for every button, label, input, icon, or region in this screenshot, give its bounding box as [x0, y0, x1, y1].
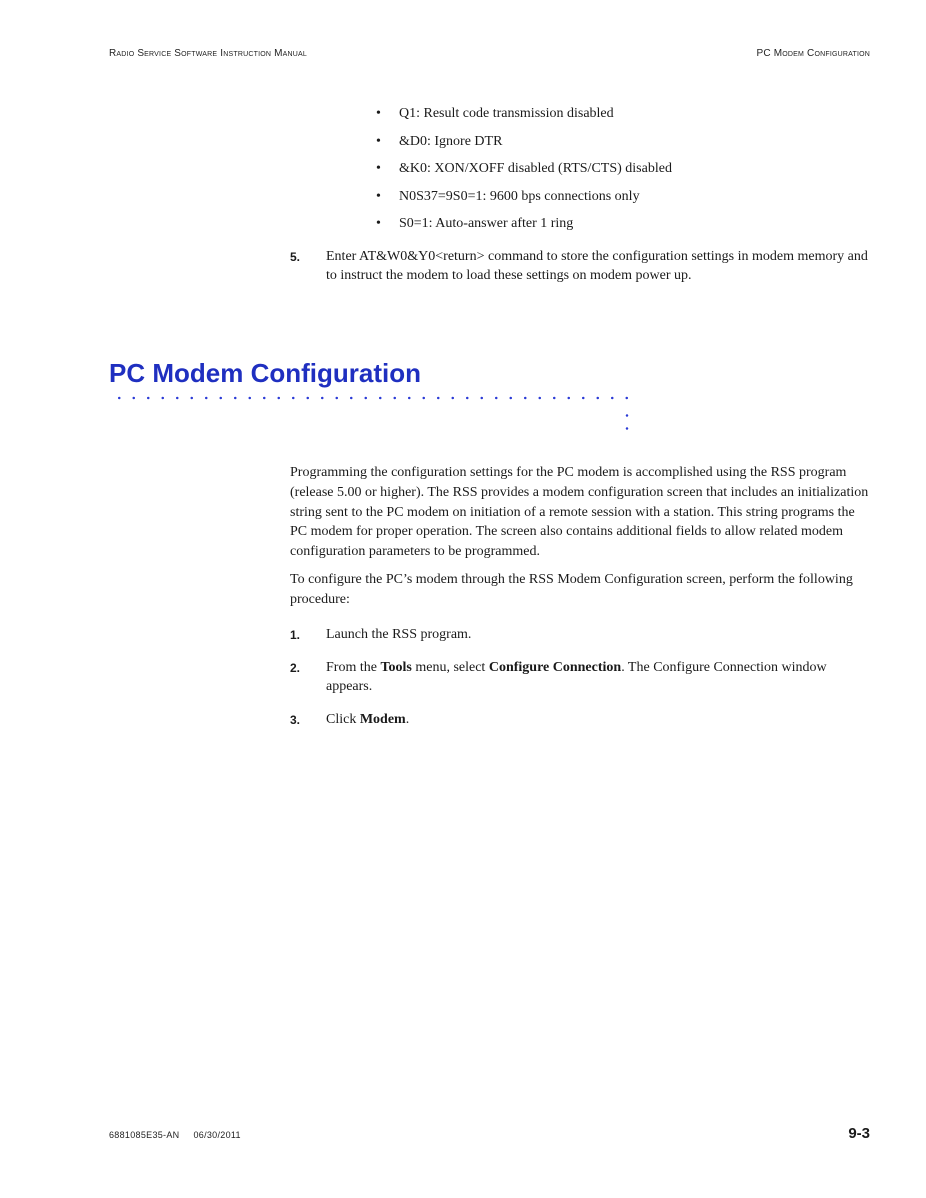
list-item: • S0=1: Auto-answer after 1 ring	[374, 214, 672, 242]
procedure-intro-paragraph: To configure the PC’s modem through the RSS Modem Configuration screen, perform the following procedure:	[290, 572, 853, 607]
menu-name-tools: Tools	[380, 660, 412, 675]
menu-item-configure-connection: Configure Connection	[488, 660, 622, 675]
document-date: 06/30/2011	[193, 1130, 241, 1140]
list-item: • Q1: Result code transmission disabled	[374, 104, 672, 132]
list-item: • &K0: XON/XOFF disabled (RTS/CTS) disabled	[374, 159, 672, 187]
step-text: Click Modem.	[326, 712, 410, 727]
section-heading: PC Modem Configuration	[109, 358, 421, 388]
step-text: From the Tools menu, select Configure Connection. The Configure Connection window appears.	[326, 660, 827, 694]
procedure-step-1	[290, 625, 870, 644]
procedure-step-5	[290, 247, 870, 285]
procedure-step-2	[290, 658, 870, 696]
document-number: 6881085E35-AN	[109, 1130, 180, 1140]
button-name-modem: Modem	[359, 712, 406, 727]
running-header-section: PC Modem Configuration	[756, 48, 870, 59]
dotted-rule-tail	[625, 409, 629, 433]
modem-settings-list	[374, 104, 672, 242]
procedure-step-3	[290, 710, 870, 729]
step-number: 3.	[290, 713, 301, 727]
step-number: 1.	[290, 628, 301, 642]
list-item: • N0S37=9S0=1: 9600 bps connections only	[374, 187, 672, 215]
step-number: 2.	[290, 661, 301, 675]
dotted-rule-divider	[112, 396, 634, 400]
step-text: Launch the RSS program.	[326, 627, 472, 642]
page-number: 9-3	[848, 1125, 870, 1142]
running-header-title: Radio Service Software Instruction Manual	[109, 48, 307, 59]
footer-doc-info	[109, 1130, 241, 1140]
intro-paragraph: Programming the configuration settings for the PC modem is accomplished using the RSS program (release 5.00 or higher). The RSS provides a modem configuration screen that includes an initialization string sent to the PC modem on initiation of a remote session with a station. This string programs the PC modem for proper operation. The screen also contains additional fields to allow related modem configuration parameters to be programmed.	[290, 465, 869, 560]
step-number: 5.	[290, 250, 301, 264]
step-text: Enter AT&W0&Y0<return> command to store the configuration settings in modem memory and to instruct the modem to load these settings on modem power up.	[326, 249, 868, 283]
list-item: • &D0: Ignore DTR	[374, 132, 672, 160]
